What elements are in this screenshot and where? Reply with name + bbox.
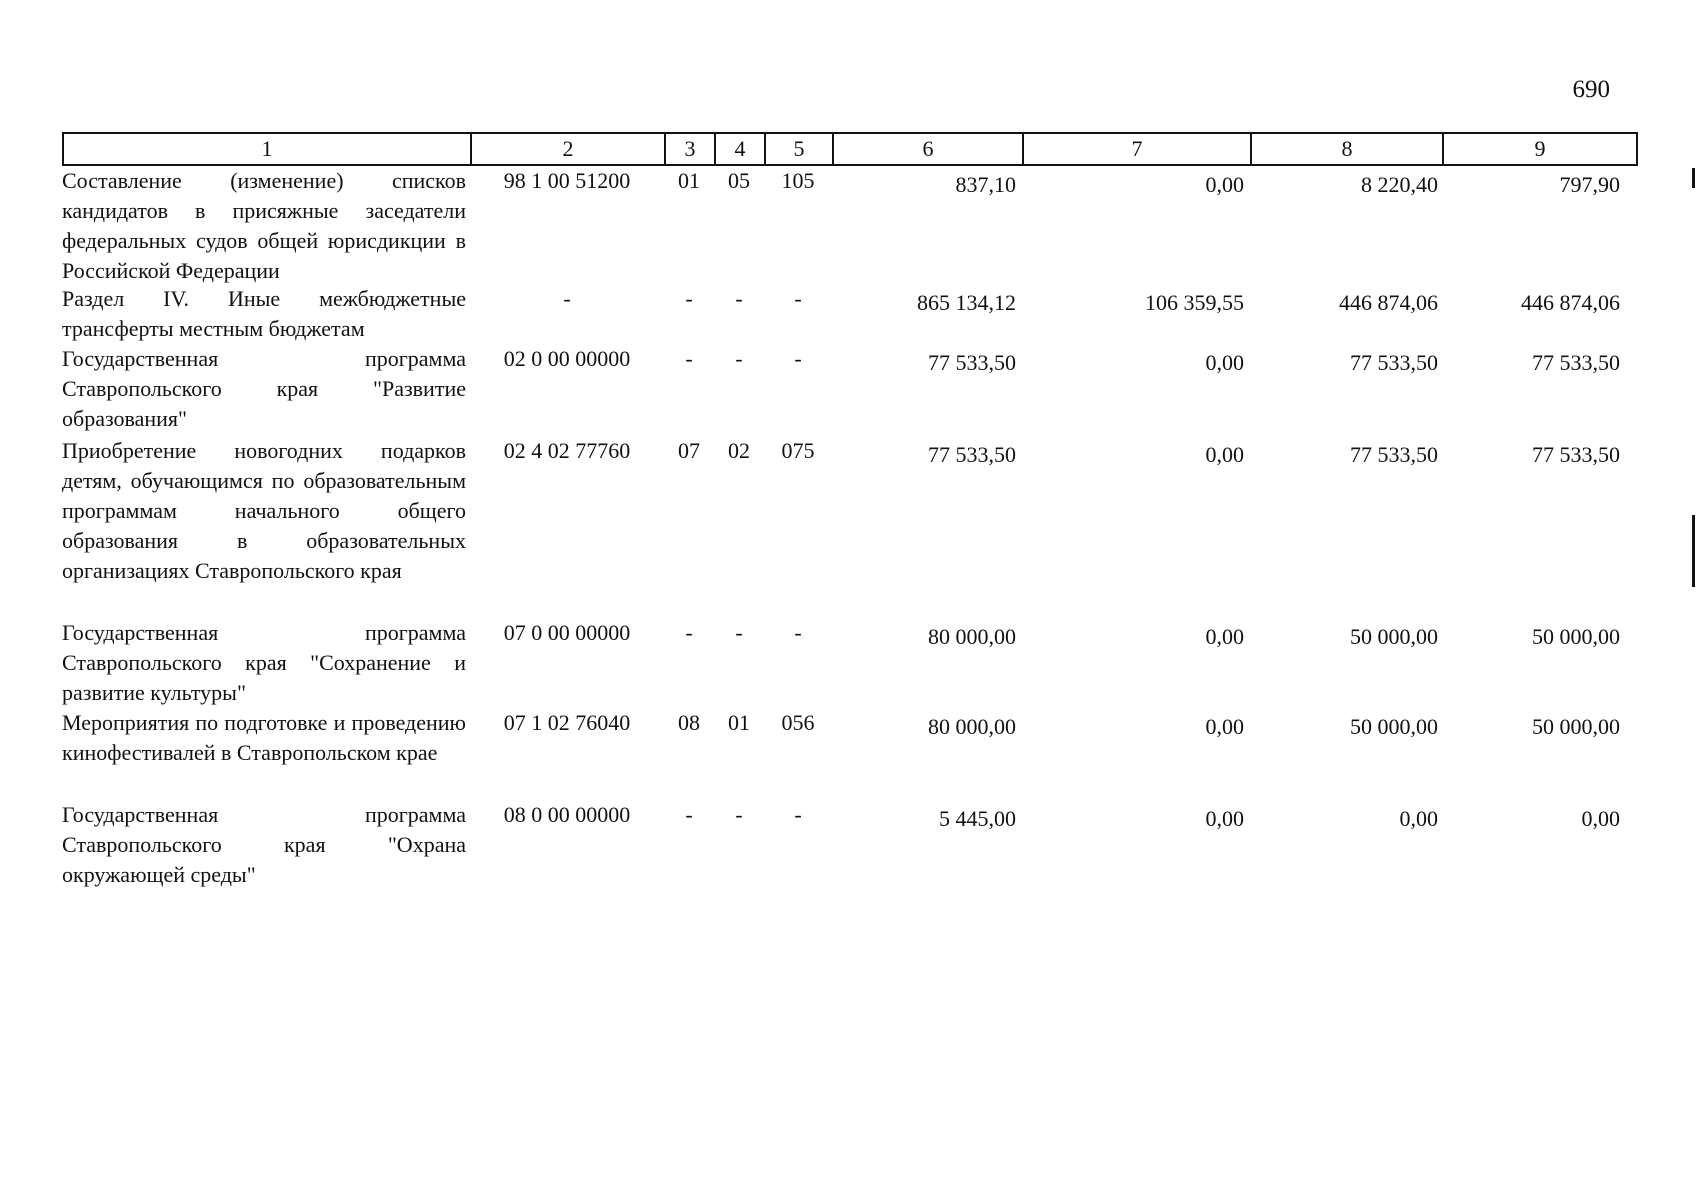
expense-code: 105: [781, 168, 815, 193]
column-header-3: 3: [664, 132, 714, 166]
section-code: -: [685, 620, 693, 645]
value-col-7: 0,00: [1205, 172, 1244, 197]
column-header-4: 4: [714, 132, 764, 166]
value-col-8: 446 874,06: [1339, 290, 1438, 315]
value-col-9: 797,90: [1559, 172, 1620, 197]
value-col-9: 446 874,06: [1521, 290, 1620, 315]
classification-code: 07 1 02 76040: [503, 710, 631, 735]
column-header-2: 2: [470, 132, 664, 166]
value-col-8: 77 533,50: [1350, 442, 1438, 467]
subsection-code: -: [735, 620, 743, 645]
value-col-8: 50 000,00: [1350, 714, 1438, 739]
expense-code: -: [794, 286, 802, 311]
value-col-8: 0,00: [1399, 806, 1438, 831]
value-col-9: 77 533,50: [1532, 442, 1620, 467]
section-code: -: [685, 346, 693, 371]
column-header-8: 8: [1250, 132, 1442, 166]
value-col-6: 80 000,00: [928, 714, 1016, 739]
value-col-9: 50 000,00: [1532, 714, 1620, 739]
row-title: Государственная программа Ставропольского края "Развитие образования": [62, 346, 466, 431]
value-col-7: 0,00: [1205, 806, 1244, 831]
section-code: 07: [678, 438, 700, 463]
classification-code: -: [563, 286, 571, 311]
table-row: [62, 708, 1638, 800]
expense-code: 056: [781, 710, 815, 735]
section-code: 01: [678, 168, 700, 193]
value-col-6: 77 533,50: [928, 350, 1016, 375]
value-col-6: 77 533,50: [928, 442, 1016, 467]
table-header: [62, 132, 1638, 166]
row-title: Мероприятия по подготовке и проведению кинофестивалей в Ставропольском крае: [62, 710, 466, 765]
column-header-5: 5: [764, 132, 832, 166]
column-header-6: 6: [832, 132, 1022, 166]
value-col-6: 5 445,00: [939, 806, 1016, 831]
page-number: 690: [1572, 76, 1610, 103]
value-col-7: 0,00: [1205, 350, 1244, 375]
value-col-9: 77 533,50: [1532, 350, 1620, 375]
table-row: [62, 344, 1638, 436]
value-col-6: 80 000,00: [928, 624, 1016, 649]
value-col-6: 865 134,12: [917, 290, 1016, 315]
subsection-code: 01: [728, 710, 750, 735]
value-col-8: 8 220,40: [1361, 172, 1438, 197]
value-col-7: 0,00: [1205, 624, 1244, 649]
section-code: 08: [678, 710, 700, 735]
value-col-8: 77 533,50: [1350, 350, 1438, 375]
value-col-7: 106 359,55: [1145, 290, 1244, 315]
classification-code: 07 0 00 00000: [503, 620, 631, 645]
subsection-code: -: [735, 346, 743, 371]
value-col-9: 50 000,00: [1532, 624, 1620, 649]
table-row: [62, 436, 1638, 618]
expense-code: -: [794, 620, 802, 645]
value-col-8: 50 000,00: [1350, 624, 1438, 649]
section-code: -: [685, 286, 693, 311]
expense-code: -: [794, 802, 802, 827]
classification-code: 02 4 02 77760: [503, 438, 631, 463]
table-row: [62, 618, 1638, 708]
row-title: Государственная программа Ставропольского края "Сохранение и развитие культуры": [62, 620, 466, 705]
table-row: [62, 284, 1638, 344]
classification-code: 98 1 00 51200: [503, 168, 631, 193]
column-header-7: 7: [1022, 132, 1250, 166]
subsection-code: 05: [728, 168, 750, 193]
column-header-1: 1: [62, 132, 470, 166]
table-body: [62, 166, 1638, 892]
classification-code: 08 0 00 00000: [503, 802, 631, 827]
row-title: Приобретение новогодних подарков детям, обучающимся по образовательным программам начального общего образования в образовательных организациях Ставропольского края: [62, 438, 466, 583]
classification-code: 02 0 00 00000: [503, 346, 631, 371]
value-col-9: 0,00: [1581, 806, 1620, 831]
expense-code: 075: [781, 438, 815, 463]
expense-code: -: [794, 346, 802, 371]
row-title: Составление (изменение) списков кандидатов в присяжные заседатели федеральных судов общей юрисдикции в Российской Федерации: [62, 168, 466, 283]
value-col-6: 837,10: [955, 172, 1016, 197]
subsection-code: -: [735, 802, 743, 827]
value-col-7: 0,00: [1205, 714, 1244, 739]
value-col-7: 0,00: [1205, 442, 1244, 467]
section-code: -: [685, 802, 693, 827]
table-row: [62, 800, 1638, 892]
scan-edge-mark: [1692, 168, 1695, 188]
column-header-9: 9: [1442, 132, 1638, 166]
row-title: Раздел IV. Иные межбюджетные трансферты местным бюджетам: [62, 286, 466, 341]
scan-edge-mark: [1692, 515, 1695, 587]
table-row: [62, 166, 1638, 284]
row-title: Государственная программа Ставропольского края "Охрана окружающей среды": [62, 802, 466, 887]
subsection-code: 02: [728, 438, 750, 463]
subsection-code: -: [735, 286, 743, 311]
